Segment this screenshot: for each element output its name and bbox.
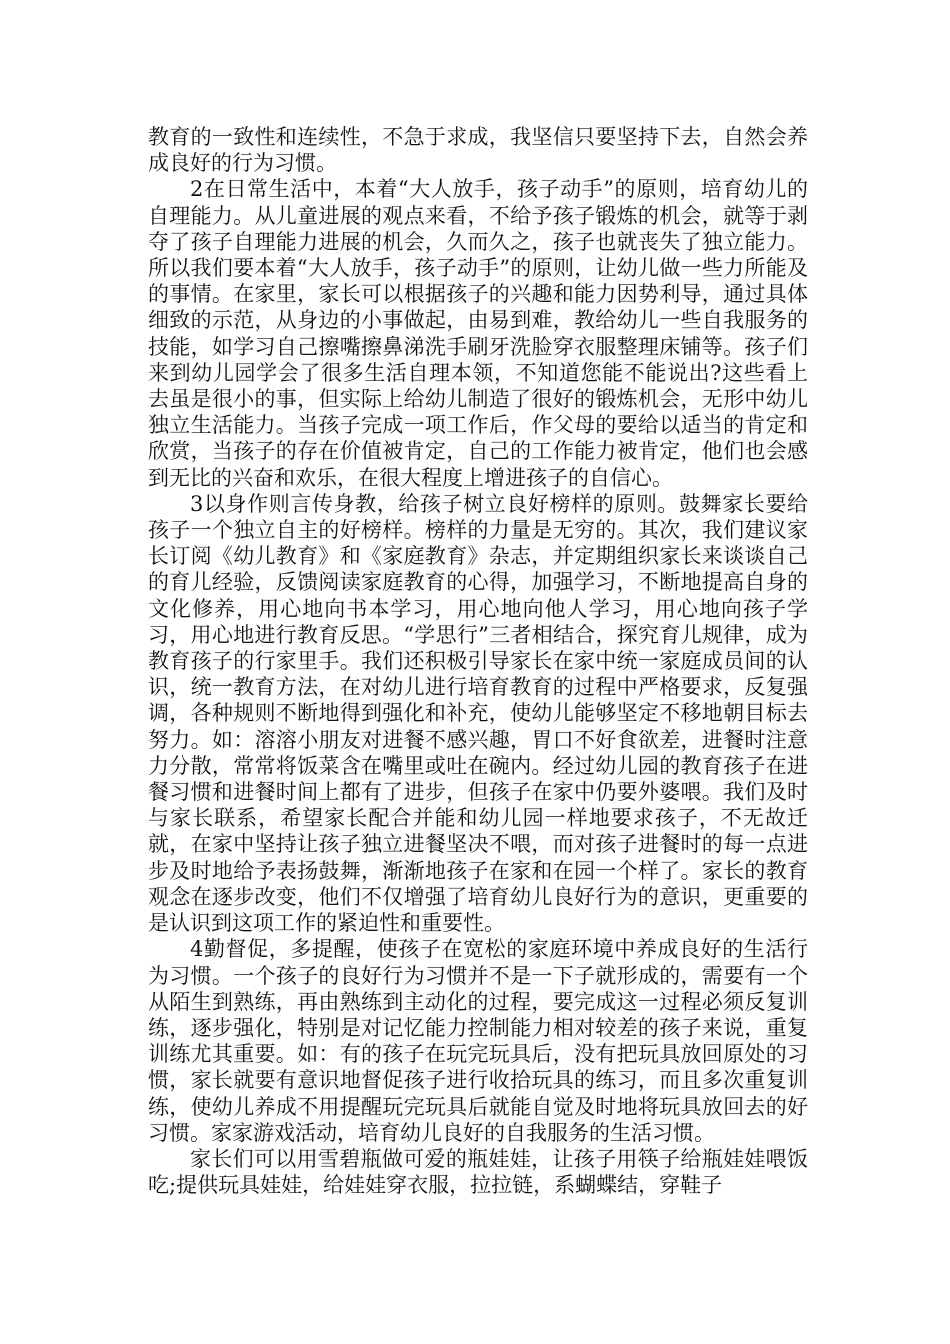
paragraph-5: 家长们可以用雪碧瓶做可爱的瓶娃娃，让孩子用筷子给瓶娃娃喂饭吃;提供玩具娃娃，给娃娃穿衣服，拉拉链，系蝴蝶结，穿鞋子 bbox=[148, 1146, 808, 1198]
document-body bbox=[148, 124, 808, 1198]
paragraph-4: 4勤督促，多提醒，使孩子在宽松的家庭环境中养成良好的生活行为习惯。一个孩子的良好行为习惯并不是一下子就形成的，需要有一个从陌生到熟练，再由熟练到主动化的过程，要完成这一过程必须反复训练，逐步强化，特别是对记忆能力控制能力相对较差的孩子来说，重复训练尤其重要。如：有的孩子在玩完玩具后，没有把玩具放回原处的习惯，家长就要有意识地督促孩子进行收拾玩具的练习，而且多次重复训练，使幼儿养成不用提醒玩完玩具后就能自觉及时地将玩具放回去的好习惯。家家游戏活动，培育幼儿良好的自我服务的生活习惯。 bbox=[148, 937, 808, 1145]
paragraph-2: 2在日常生活中，本着“大人放手，孩子动手”的原则，培育幼儿的自理能力。从儿童进展的观点来看，不给予孩子锻炼的机会，就等于剥夺了孩子自理能力进展的机会，久而久之，孩子也就丧失了独立能力。所以我们要本着“大人放手，孩子动手”的原则，让幼儿做一些力所能及的事情。在家里，家长可以根据孩子的兴趣和能力因势利导，通过具体细致的示范，从身边的小事做起，由易到难，教给幼儿一些自我服务的技能，如学习自己擦嘴擦鼻涕洗手刷牙洗脸穿衣服整理床铺等。孩子们来到幼儿园学会了很多生活自理本领，不知道您能不能说出?这些看上去虽是很小的事，但实际上给幼儿制造了很好的锻炼机会，无形中幼儿独立生活能力。当孩子完成一项工作后，作父母的要给以适当的肯定和欣赏，当孩子的存在价值被肯定，自己的工作能力被肯定，他们也会感到无比的兴奋和欢乐，在很大程度上增进孩子的自信心。 bbox=[148, 177, 808, 490]
paragraph-1: 教育的一致性和连续性，不急于求成，我坚信只要坚持下去，自然会养成良好的行为习惯。 bbox=[148, 125, 808, 176]
paragraph-3: 3以身作则言传身教，给孩子树立良好榜样的原则。鼓舞家长要给孩子一个独立自主的好榜样。榜样的力量是无穷的。其次，我们建议家长订阅《幼儿教育》和《家庭教育》杂志，并定期组织家长来谈谈自己的育儿经验，反馈阅读家庭教育的心得，加强学习，不断地提高自身的文化修养，用心地向书本学习，用心地向他人学习，用心地向孩子学习，用心地进行教育反思。“学思行”三者相结合，探究育儿规律，成为教育孩子的行家里手。我们还积极引导家长在家中统一家庭成员间的认识，统一教育方法，在对幼儿进行培育教育的过程中严格要求，反复强调，各种规则不断地得到强化和补充，使幼儿能够坚定不移地朝目标去努力。如：溶溶小朋友对进餐不感兴趣，胃口不好食欲差，进餐时注意力分散，常常将饭菜含在嘴里或吐在碗内。经过幼儿园的教育孩子在进餐习惯和进餐时间上都有了进步，但孩子在家中仍要外婆喂。我们及时与家长联系，希望家长配合并能和幼儿园一样地要求孩子，不无故迁就，在家中坚持让孩子独立进餐坚决不喂，而对孩子进餐时的每一点进步及时地给予表扬鼓舞，渐渐地孩子在家和在园一个样了。家长的教育观念在逐步改变，他们不仅增强了培育幼儿良好行为的意识，更重要的是认识到这项工作的紧迫性和重要性。 bbox=[148, 491, 808, 936]
